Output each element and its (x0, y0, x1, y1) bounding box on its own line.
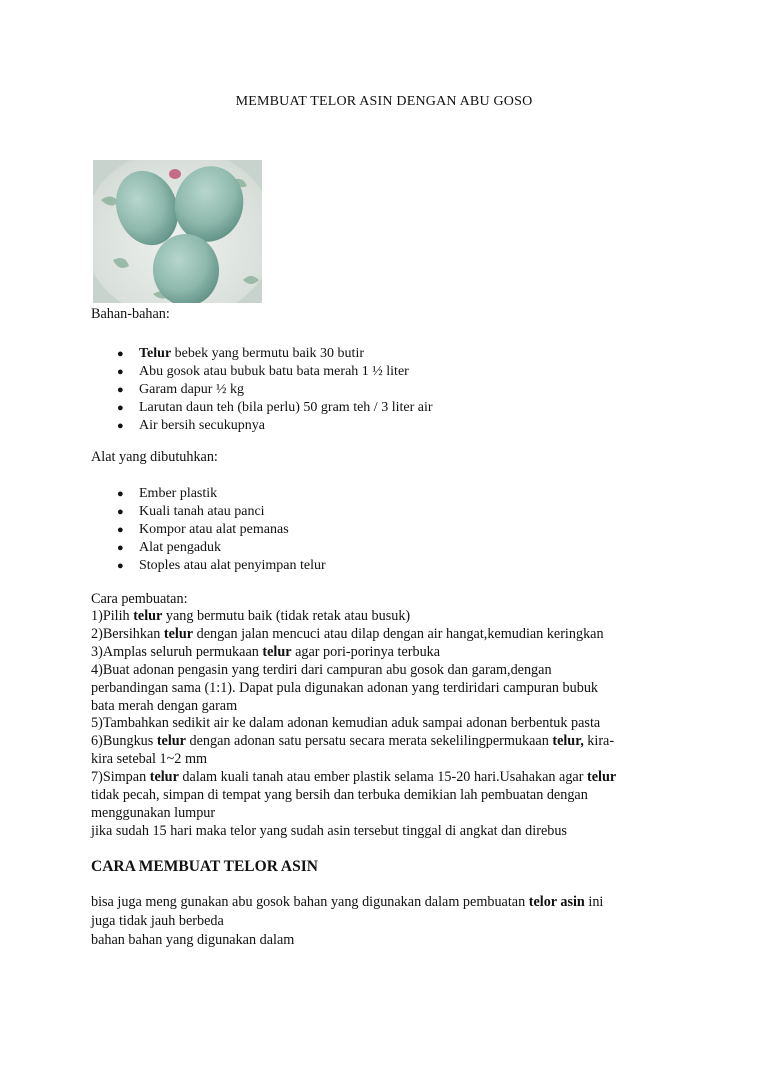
eggs-illustration (93, 160, 262, 303)
list-item: ● Ember plastik (117, 486, 218, 501)
tail-line: juga tidak jauh berbeda (91, 913, 224, 929)
step-line: bata merah dengan garam (91, 697, 238, 714)
alat-list (91, 485, 326, 575)
step-line: 7)Simpan telur dalam kuali tanah atau ember plastik selama 15-20 hari.Usahakan agar telur (91, 769, 617, 786)
bullet-icon: ● (117, 384, 124, 396)
step-line: menggunakan lumpur (91, 804, 216, 821)
bullet-icon: ● (117, 524, 124, 536)
bullet-icon: ● (117, 506, 124, 518)
bahan-heading: Bahan-bahan: (91, 306, 170, 322)
list-item: ● Abu gosok atau bubuk batu bata merah 1 ½ liter (117, 364, 409, 379)
bullet-icon: ● (117, 542, 124, 554)
bullet-icon: ● (117, 366, 124, 378)
list-item: ● Garam dapur ½ kg (117, 382, 244, 397)
bahan-list (91, 345, 433, 435)
list-item: ● Air bersih secukupnya (117, 418, 265, 433)
step-line: perbandingan sama (1:1). Dapat pula digunakan adonan yang terdiridari campuran bubuk (91, 679, 599, 696)
list-item: ● Larutan daun teh (bila perlu) 50 gram teh / 3 liter air (117, 400, 433, 415)
step-line: jika sudah 15 hari maka telor yang sudah asin tersebut tinggal di angkat dan direbus (91, 822, 567, 839)
step-line: 1)Pilih telur yang bermutu baik (tidak retak atau busuk) (91, 608, 411, 624)
document-title: MEMBUAT TELOR ASIN DENGAN ABU GOSO (235, 94, 533, 109)
tail-line: bisa juga meng gunakan abu gosok bahan yang digunakan dalam pembuatan telor asin ini (91, 894, 604, 910)
list-item: ● Telur bebek yang bermutu baik 30 butir (117, 346, 364, 361)
alat-heading: Alat yang dibutuhkan: (91, 449, 218, 465)
list-item: ● Alat pengaduk (117, 540, 222, 555)
step-line: 3)Amplas seluruh permukaan telur agar pori-porinya terbuka (91, 643, 441, 660)
tail-paragraph (91, 893, 691, 950)
list-item: ● Kuali tanah atau panci (117, 504, 265, 519)
step-line: 4)Buat adonan pengasin yang terdiri dari campuran abu gosok dan garam,dengan (91, 661, 552, 678)
step-line: 2)Bersihkan telur dengan jalan mencuci atau dilap dengan air hangat,kemudian keringkan (91, 625, 604, 642)
step-line: 5)Tambahkan sedikit air ke dalam adonan kemudian aduk sampai adonan berbentuk pasta (91, 715, 601, 732)
cara-heading: Cara pembuatan: (91, 591, 188, 607)
bullet-icon: ● (117, 420, 124, 432)
list-item: ● Kompor atau alat pemanas (117, 522, 289, 537)
tail-line: bahan bahan yang digunakan dalam (91, 932, 295, 948)
step-line: tidak pecah, simpan di tempat yang bersih dan terbuka demikian lah pembuatan dengan (91, 787, 588, 804)
steps-list (91, 608, 681, 841)
step-line: 6)Bungkus telur dengan adonan satu persatu secara merata sekelilingpermukaan telur, kira- (91, 733, 615, 750)
section-title: CARA MEMBUAT TELOR ASIN (91, 858, 318, 875)
salted-eggs-photo (93, 160, 262, 303)
bullet-icon: ● (117, 402, 124, 414)
bullet-icon: ● (117, 348, 124, 360)
bullet-icon: ● (117, 488, 124, 500)
step-line: kira setebal 1~2 mm (91, 751, 208, 768)
list-item: ● Stoples atau alat penyimpan telur (117, 558, 326, 573)
bullet-icon: ● (117, 560, 124, 572)
